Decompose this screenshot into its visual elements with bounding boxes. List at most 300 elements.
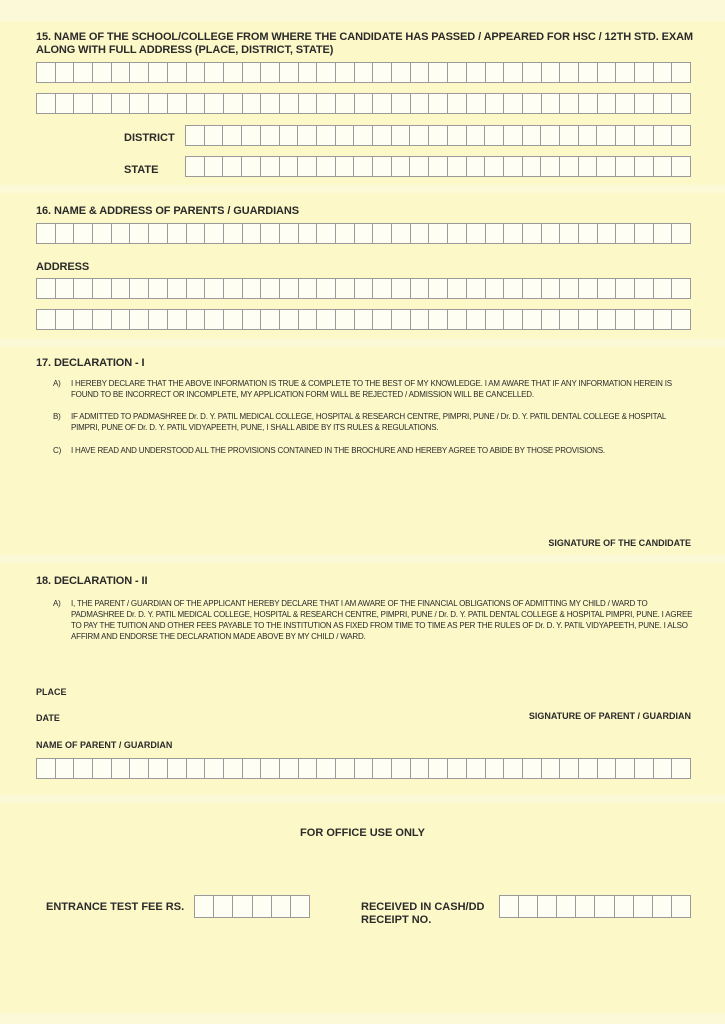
char-box[interactable] [187, 94, 206, 113]
char-box[interactable] [467, 310, 486, 329]
char-box[interactable] [355, 224, 374, 243]
char-box[interactable] [579, 94, 598, 113]
district-boxes[interactable] [185, 125, 691, 146]
char-box[interactable] [542, 63, 561, 82]
char-box[interactable] [223, 126, 242, 145]
char-box[interactable] [504, 224, 523, 243]
char-box[interactable] [354, 157, 373, 176]
char-box[interactable] [654, 224, 673, 243]
char-box[interactable] [635, 224, 654, 243]
char-box[interactable] [195, 896, 214, 917]
char-box[interactable] [411, 224, 430, 243]
char-box[interactable] [261, 63, 280, 82]
char-box[interactable] [616, 310, 635, 329]
char-box[interactable] [355, 279, 374, 298]
char-box[interactable] [317, 126, 336, 145]
char-box[interactable] [299, 224, 318, 243]
char-box[interactable] [523, 157, 542, 176]
char-box[interactable] [168, 63, 187, 82]
char-box[interactable] [298, 126, 317, 145]
char-box[interactable] [299, 279, 318, 298]
char-box[interactable] [130, 310, 149, 329]
char-box[interactable] [214, 896, 233, 917]
char-box[interactable] [168, 224, 187, 243]
receipt-label-1: RECEIVED IN CASH/DD [361, 901, 485, 913]
char-box[interactable] [486, 759, 505, 778]
char-box[interactable] [616, 94, 635, 113]
section-18-title: 18. DECLARATION - II [36, 575, 148, 587]
char-box[interactable] [37, 63, 56, 82]
entrance-fee-boxes[interactable] [194, 895, 310, 918]
char-box[interactable] [576, 896, 595, 917]
char-box[interactable] [253, 896, 272, 917]
char-box[interactable] [93, 224, 112, 243]
char-box[interactable] [504, 759, 523, 778]
char-box[interactable] [392, 63, 411, 82]
char-box[interactable] [635, 94, 654, 113]
char-box[interactable] [523, 224, 542, 243]
char-box[interactable] [317, 224, 336, 243]
char-box[interactable] [373, 310, 392, 329]
char-box[interactable] [672, 224, 690, 243]
char-box[interactable] [448, 759, 467, 778]
char-box[interactable] [448, 279, 467, 298]
char-box[interactable] [634, 896, 653, 917]
char-box[interactable] [579, 63, 598, 82]
char-box[interactable] [542, 94, 561, 113]
char-box[interactable] [373, 157, 392, 176]
char-box[interactable] [186, 126, 205, 145]
char-box[interactable] [93, 63, 112, 82]
char-box[interactable] [205, 279, 224, 298]
char-box[interactable] [112, 63, 131, 82]
char-box[interactable] [523, 63, 542, 82]
char-box[interactable] [672, 126, 690, 145]
char-box[interactable] [654, 157, 673, 176]
char-box[interactable] [448, 126, 467, 145]
address-row-1[interactable] [36, 278, 691, 299]
char-box[interactable] [149, 759, 168, 778]
char-box[interactable] [635, 310, 654, 329]
char-box[interactable] [317, 759, 336, 778]
char-box[interactable] [355, 310, 374, 329]
receipt-label-2: RECEIPT NO. [361, 914, 432, 926]
char-box[interactable] [467, 279, 486, 298]
char-box[interactable] [523, 759, 542, 778]
char-box[interactable] [336, 310, 355, 329]
char-box[interactable] [411, 310, 430, 329]
char-box[interactable] [654, 63, 673, 82]
char-box[interactable] [500, 896, 519, 917]
char-box[interactable] [205, 157, 224, 176]
char-box[interactable] [598, 759, 617, 778]
char-box[interactable] [56, 279, 75, 298]
char-box[interactable] [392, 157, 411, 176]
char-box[interactable] [373, 63, 392, 82]
char-box[interactable] [149, 310, 168, 329]
char-box[interactable] [336, 94, 355, 113]
char-box[interactable] [74, 759, 93, 778]
char-box[interactable] [597, 157, 616, 176]
char-box[interactable] [336, 126, 355, 145]
char-box[interactable] [411, 63, 430, 82]
char-box[interactable] [467, 224, 486, 243]
char-box[interactable] [168, 310, 187, 329]
char-box[interactable] [579, 126, 598, 145]
char-box[interactable] [392, 224, 411, 243]
char-box[interactable] [448, 157, 467, 176]
char-box[interactable] [538, 896, 557, 917]
char-box[interactable] [392, 759, 411, 778]
char-box[interactable] [205, 94, 224, 113]
receipt-number-boxes[interactable] [499, 895, 691, 918]
char-box[interactable] [373, 94, 392, 113]
char-box[interactable] [336, 224, 355, 243]
char-box[interactable] [224, 279, 243, 298]
char-box[interactable] [616, 279, 635, 298]
declaration-item-b: B) IF ADMITTED TO PADMASHREE Dr. D. Y. PATIL MEDICAL COLLEGE, HOSPITAL & RESEARCH CENTRE, PIMPRI, PUNE / Dr. D. Y. PATIL DENTAL COLLEGE & HOSPITAL PIMPRI, PUNE OF Dr. D. Y. PATIL VIDYAPEETH, PUNE, I SHALL ABIDE BY ITS RULES & REGULATIONS. [53, 412, 666, 432]
char-box[interactable] [243, 310, 262, 329]
char-box[interactable] [224, 759, 243, 778]
char-box[interactable] [392, 279, 411, 298]
char-box[interactable] [560, 63, 579, 82]
parent-name-boxes[interactable] [36, 758, 691, 779]
char-box[interactable] [672, 94, 690, 113]
char-box[interactable] [486, 63, 505, 82]
char-box[interactable] [429, 224, 448, 243]
parent-name-label: NAME OF PARENT / GUARDIAN [36, 740, 173, 750]
char-box[interactable] [429, 279, 448, 298]
char-box[interactable] [429, 310, 448, 329]
char-box[interactable] [373, 279, 392, 298]
char-box[interactable] [168, 94, 187, 113]
char-box[interactable] [560, 157, 579, 176]
char-box[interactable] [317, 310, 336, 329]
char-box[interactable] [187, 310, 206, 329]
char-box[interactable] [615, 896, 634, 917]
char-box[interactable] [579, 224, 598, 243]
char-box[interactable] [56, 759, 75, 778]
char-box[interactable] [429, 63, 448, 82]
char-box[interactable] [149, 279, 168, 298]
char-box[interactable] [243, 759, 262, 778]
char-box[interactable] [485, 157, 504, 176]
char-box[interactable] [504, 94, 523, 113]
char-box[interactable] [429, 94, 448, 113]
char-box[interactable] [280, 63, 299, 82]
char-box[interactable] [149, 94, 168, 113]
char-box[interactable] [74, 224, 93, 243]
char-box[interactable] [595, 896, 614, 917]
char-box[interactable] [56, 63, 75, 82]
char-box[interactable] [112, 759, 131, 778]
char-box[interactable] [280, 310, 299, 329]
char-box[interactable] [355, 63, 374, 82]
char-box[interactable] [112, 310, 131, 329]
char-box[interactable] [467, 63, 486, 82]
char-box[interactable] [411, 94, 430, 113]
char-box[interactable] [392, 310, 411, 329]
char-box[interactable] [112, 94, 131, 113]
char-box[interactable] [56, 224, 75, 243]
section-15-title: 15. NAME OF THE SCHOOL/COLLEGE FROM WHERE THE CANDIDATE HAS PASSED / APPEARED FOR HSC / 12TH STD. EXAM ALONG WITH FULL ADDRESS (PLACE, DISTRICT, STATE) [36, 31, 693, 56]
char-box[interactable] [467, 126, 486, 145]
char-box[interactable] [280, 279, 299, 298]
char-box[interactable] [355, 759, 374, 778]
char-box[interactable] [93, 94, 112, 113]
char-box[interactable] [448, 94, 467, 113]
char-box[interactable] [280, 94, 299, 113]
char-box[interactable] [261, 94, 280, 113]
char-box[interactable] [243, 224, 262, 243]
address-row-2[interactable] [36, 309, 691, 330]
parent-name-row[interactable] [36, 223, 691, 244]
char-box[interactable] [130, 759, 149, 778]
char-box[interactable] [672, 896, 690, 917]
char-box[interactable] [486, 279, 505, 298]
char-box[interactable] [243, 94, 262, 113]
char-box[interactable] [280, 157, 299, 176]
char-box[interactable] [205, 63, 224, 82]
char-box[interactable] [429, 759, 448, 778]
char-box[interactable] [672, 759, 690, 778]
char-box[interactable] [149, 224, 168, 243]
char-box[interactable] [560, 224, 579, 243]
char-box[interactable] [291, 896, 309, 917]
char-box[interactable] [542, 759, 561, 778]
char-box[interactable] [373, 126, 392, 145]
char-box[interactable] [635, 279, 654, 298]
char-box[interactable] [93, 759, 112, 778]
char-box[interactable] [598, 279, 617, 298]
char-box[interactable] [205, 310, 224, 329]
char-box[interactable] [56, 310, 75, 329]
char-box[interactable] [317, 94, 336, 113]
char-box[interactable] [560, 310, 579, 329]
char-box[interactable] [541, 157, 560, 176]
char-box[interactable] [429, 126, 448, 145]
char-box[interactable] [37, 310, 56, 329]
state-boxes[interactable] [185, 156, 691, 177]
char-box[interactable] [37, 94, 56, 113]
char-box[interactable] [355, 94, 374, 113]
char-box[interactable] [448, 224, 467, 243]
school-name-row-1[interactable] [36, 62, 691, 83]
char-box[interactable] [187, 63, 206, 82]
char-box[interactable] [411, 279, 430, 298]
char-box[interactable] [523, 279, 542, 298]
char-box[interactable] [299, 310, 318, 329]
char-box[interactable] [635, 157, 654, 176]
char-box[interactable] [504, 157, 523, 176]
char-box[interactable] [336, 157, 355, 176]
char-box[interactable] [299, 63, 318, 82]
char-box[interactable] [504, 310, 523, 329]
char-box[interactable] [654, 759, 673, 778]
char-box[interactable] [130, 63, 149, 82]
char-box[interactable] [410, 126, 429, 145]
char-box[interactable] [519, 896, 538, 917]
char-box[interactable] [429, 157, 448, 176]
char-box[interactable] [224, 310, 243, 329]
char-box[interactable] [223, 157, 242, 176]
char-box[interactable] [560, 126, 579, 145]
char-box[interactable] [149, 63, 168, 82]
char-box[interactable] [486, 310, 505, 329]
char-box[interactable] [672, 63, 690, 82]
char-box[interactable] [74, 94, 93, 113]
char-box[interactable] [261, 224, 280, 243]
char-box[interactable] [130, 279, 149, 298]
char-box[interactable] [373, 759, 392, 778]
char-box[interactable] [616, 63, 635, 82]
char-box[interactable] [317, 63, 336, 82]
char-box[interactable] [130, 94, 149, 113]
char-box[interactable] [635, 63, 654, 82]
char-box[interactable] [579, 279, 598, 298]
declaration-item-c: C) I HAVE READ AND UNDERSTOOD ALL THE PROVISIONS CONTAINED IN THE BROCHURE AND HEREBY AGREE TO ABIDE BY THOSE PROVISIONS. [53, 446, 605, 455]
char-box[interactable] [317, 279, 336, 298]
char-box[interactable] [130, 224, 149, 243]
char-box[interactable] [224, 94, 243, 113]
char-box[interactable] [317, 157, 336, 176]
char-box[interactable] [504, 126, 523, 145]
char-box[interactable] [579, 310, 598, 329]
char-box[interactable] [616, 126, 635, 145]
char-box[interactable] [560, 759, 579, 778]
char-box[interactable] [261, 157, 280, 176]
char-box[interactable] [298, 157, 317, 176]
char-box[interactable] [280, 759, 299, 778]
char-box[interactable] [74, 63, 93, 82]
char-box[interactable] [504, 63, 523, 82]
char-box[interactable] [299, 94, 318, 113]
char-box[interactable] [93, 310, 112, 329]
char-box[interactable] [112, 224, 131, 243]
char-box[interactable] [448, 63, 467, 82]
char-box[interactable] [635, 126, 654, 145]
char-box[interactable] [56, 94, 75, 113]
declaration-item-a: A) I HEREBY DECLARE THAT THE ABOVE INFORMATION IS TRUE & COMPLETE TO THE BEST OF MY KNOWLEDGE. I AM AWARE THAT IF ANY INFORMATION HEREIN IS FOUND TO BE INCORRECT OR INCOMPLETE, MY APPLICATION FORM WILL BE REJECTED / ADMISSION WILL BE CANCELLED. [53, 379, 672, 399]
char-box[interactable] [261, 310, 280, 329]
char-box[interactable] [392, 126, 411, 145]
char-box[interactable] [467, 759, 486, 778]
char-box[interactable] [74, 279, 93, 298]
char-box[interactable] [168, 279, 187, 298]
char-box[interactable] [542, 310, 561, 329]
char-box[interactable] [37, 224, 56, 243]
char-box[interactable] [74, 310, 93, 329]
char-box[interactable] [579, 759, 598, 778]
char-box[interactable] [373, 224, 392, 243]
char-box[interactable] [299, 759, 318, 778]
char-box[interactable] [597, 126, 616, 145]
char-box[interactable] [635, 759, 654, 778]
char-box[interactable] [672, 157, 690, 176]
char-box[interactable] [205, 224, 224, 243]
char-box[interactable] [486, 94, 505, 113]
char-box[interactable] [616, 157, 635, 176]
char-box[interactable] [523, 126, 542, 145]
char-box[interactable] [392, 94, 411, 113]
char-box[interactable] [523, 310, 542, 329]
section-16-title: 16. NAME & ADDRESS OF PARENTS / GUARDIANS [36, 205, 299, 217]
section-16 [0, 193, 725, 339]
char-box[interactable] [654, 310, 673, 329]
char-box[interactable] [187, 279, 206, 298]
char-box[interactable] [467, 157, 486, 176]
char-box[interactable] [410, 157, 429, 176]
char-box[interactable] [205, 126, 224, 145]
char-box[interactable] [186, 157, 205, 176]
char-box[interactable] [485, 126, 504, 145]
char-box[interactable] [93, 279, 112, 298]
char-box[interactable] [261, 279, 280, 298]
char-box[interactable] [224, 224, 243, 243]
char-box[interactable] [272, 896, 291, 917]
char-box[interactable] [541, 126, 560, 145]
char-box[interactable] [654, 279, 673, 298]
char-box[interactable] [336, 279, 355, 298]
char-box[interactable] [598, 94, 617, 113]
char-box[interactable] [616, 759, 635, 778]
char-box[interactable] [467, 94, 486, 113]
char-box[interactable] [168, 759, 187, 778]
char-box[interactable] [523, 94, 542, 113]
char-box[interactable] [280, 224, 299, 243]
char-box[interactable] [654, 126, 673, 145]
char-box[interactable] [224, 63, 243, 82]
char-box[interactable] [242, 126, 261, 145]
char-box[interactable] [672, 310, 690, 329]
char-box[interactable] [672, 279, 690, 298]
char-box[interactable] [486, 224, 505, 243]
char-box[interactable] [560, 94, 579, 113]
char-box[interactable] [280, 126, 299, 145]
char-box[interactable] [504, 279, 523, 298]
char-box[interactable] [233, 896, 252, 917]
char-box[interactable] [542, 224, 561, 243]
char-box[interactable] [243, 279, 262, 298]
char-box[interactable] [261, 759, 280, 778]
char-box[interactable] [616, 224, 635, 243]
char-box[interactable] [542, 279, 561, 298]
school-name-row-2[interactable] [36, 93, 691, 114]
char-box[interactable] [557, 896, 576, 917]
char-box[interactable] [37, 279, 56, 298]
char-box[interactable] [37, 759, 56, 778]
char-box[interactable] [598, 224, 617, 243]
char-box[interactable] [336, 759, 355, 778]
char-box[interactable] [243, 63, 262, 82]
char-box[interactable] [448, 310, 467, 329]
char-box[interactable] [579, 157, 598, 176]
char-box[interactable] [112, 279, 131, 298]
char-box[interactable] [411, 759, 430, 778]
char-box[interactable] [653, 896, 672, 917]
char-box[interactable] [261, 126, 280, 145]
char-box[interactable] [598, 63, 617, 82]
char-box[interactable] [205, 759, 224, 778]
char-box[interactable] [336, 63, 355, 82]
char-box[interactable] [598, 310, 617, 329]
char-box[interactable] [242, 157, 261, 176]
char-box[interactable] [354, 126, 373, 145]
char-box[interactable] [654, 94, 673, 113]
char-box[interactable] [187, 224, 206, 243]
char-box[interactable] [187, 759, 206, 778]
char-box[interactable] [560, 279, 579, 298]
